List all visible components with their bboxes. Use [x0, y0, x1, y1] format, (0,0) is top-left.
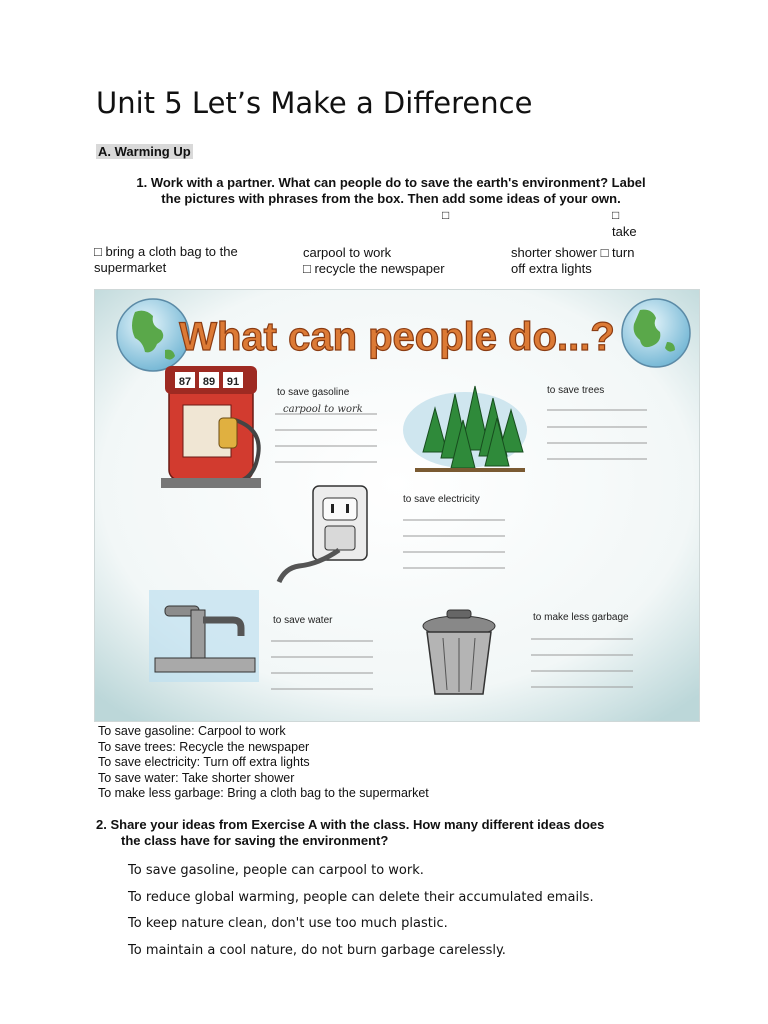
label-save-water: to save water	[273, 615, 333, 626]
checkbox-mark: □	[442, 208, 450, 222]
label-save-gasoline: to save gasoline	[277, 387, 350, 398]
question-2-line-1: 2. Share your ideas from Exercise A with the class. How many different ideas does	[96, 817, 605, 832]
phrase-carpool: carpool to work	[303, 245, 392, 260]
phrase-column-2	[303, 245, 445, 277]
answer-trees: To save trees: Recycle the newspaper	[98, 739, 310, 754]
phrase-shower: shorter shower □ turn	[511, 245, 635, 260]
label-save-trees: to save trees	[547, 385, 605, 396]
idea-item: To reduce global warming, people can delete their accumulated emails.	[128, 889, 594, 905]
phrase-supermarket: supermarket	[94, 260, 167, 275]
phrase-lights: off extra lights	[511, 261, 592, 276]
idea-item: To keep nature clean, don't use too much plastic.	[128, 916, 448, 931]
pump-price-1: 87	[178, 376, 192, 388]
phrase-take: take	[612, 224, 637, 239]
answer-electricity: To save electricity: Turn off extra lights	[98, 755, 310, 769]
phrase-recycle: □ recycle the newspaper	[303, 261, 445, 276]
pump-price-2: 89	[202, 376, 216, 388]
worksheet-illustration	[94, 289, 700, 722]
globe-icon-left	[117, 299, 189, 371]
ideas-list	[128, 858, 594, 964]
answer-gasoline: To save gasoline: Carpool to work	[98, 724, 286, 738]
illustration-svg	[95, 290, 699, 721]
answer-water: To save water: Take shorter shower	[98, 770, 295, 785]
trash-can-icon	[423, 610, 495, 694]
pump-price-3: 91	[226, 376, 240, 388]
phrase-column-3	[511, 245, 634, 277]
question-1-line-2: the pictures with phrases from the box. Then add some ideas of your own.	[161, 191, 621, 206]
label-make-less-garbage: to make less garbage	[533, 612, 629, 623]
globe-icon-right	[622, 299, 690, 367]
idea-item: To save gasoline, people can carpool to work.	[128, 863, 424, 878]
answers-list	[98, 724, 429, 802]
checkbox-mark: □	[612, 208, 620, 222]
question-1	[96, 175, 686, 207]
question-2	[96, 817, 696, 849]
illustration-heading: What can people do...?	[179, 315, 615, 359]
idea-item: To maintain a cool nature, do not burn garbage carelessly.	[128, 942, 506, 958]
question-1-line-1: 1. Work with a partner. What can people do to save the earth's environment? Label	[136, 175, 646, 190]
answer-garbage: To make less garbage: Bring a cloth bag to the supermarket	[98, 786, 429, 800]
label-save-electricity: to save electricity	[403, 494, 480, 505]
phrase-cloth-bag: □ bring a cloth bag to the	[94, 244, 238, 259]
section-a-label: A. Warming Up	[98, 144, 191, 159]
question-2-line-2: the class have for saving the environment?	[121, 833, 389, 848]
faucet-icon	[149, 590, 259, 682]
page-title: Unit 5 Let’s Make a Difference	[96, 86, 533, 120]
answer-carpool-handwritten: carpool to work	[283, 404, 363, 415]
phrase-column-1	[94, 244, 238, 276]
